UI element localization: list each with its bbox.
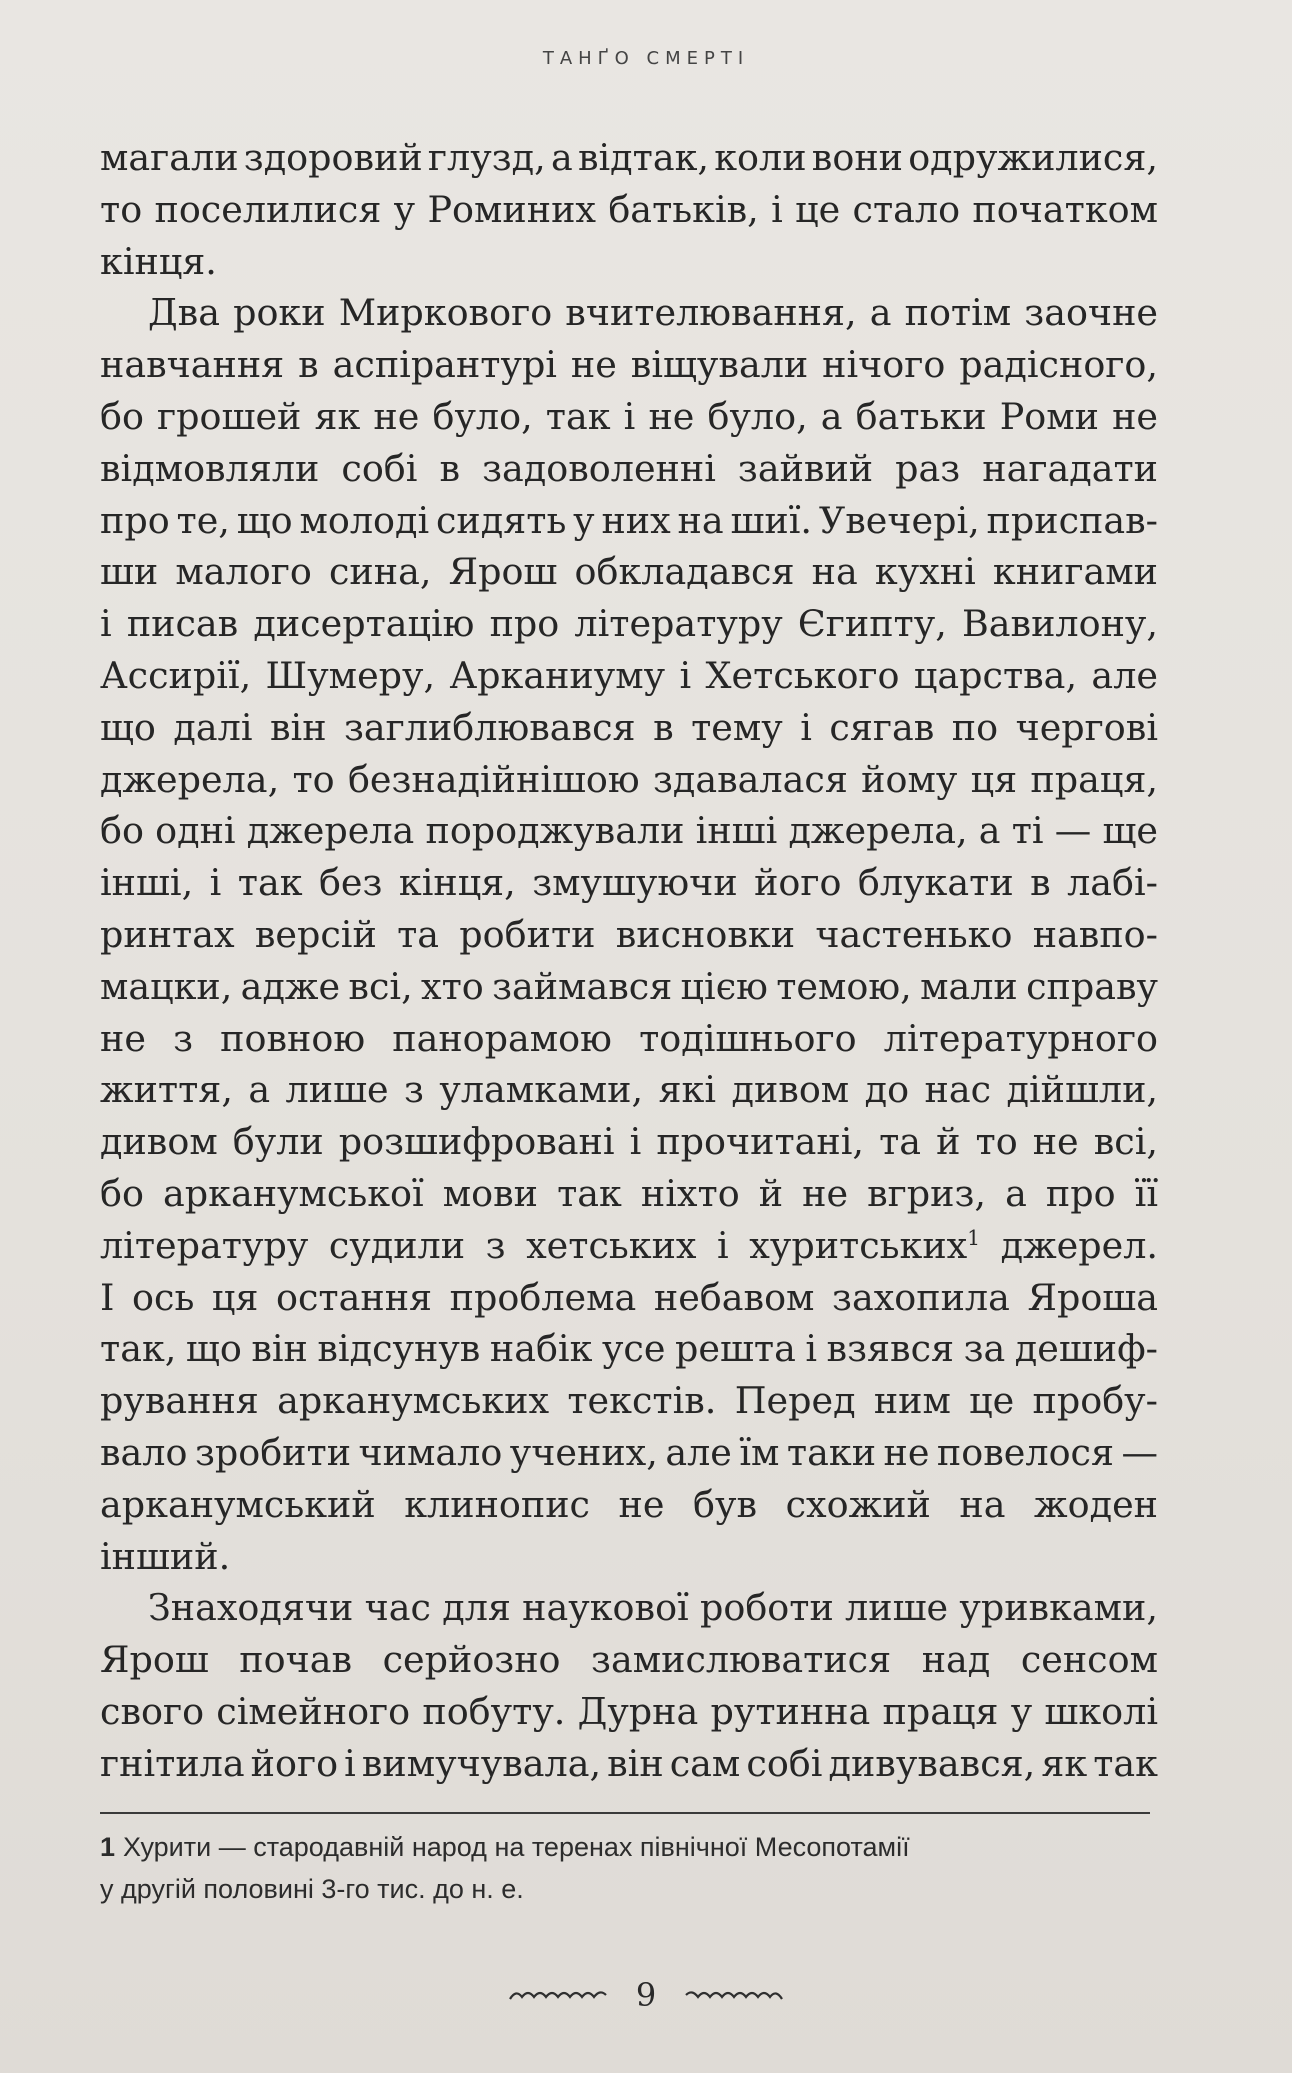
text-fragment: джерел. — [980, 1223, 1159, 1267]
footnote-ref: 1 — [967, 1225, 981, 1250]
footnote-mark: 1 — [100, 1832, 116, 1862]
wave-ornament-right-icon — [684, 1987, 784, 2003]
text-line: кінця. — [100, 239, 217, 283]
paragraph — [100, 132, 1158, 287]
footnote-text: Хурити — стародавній народ на теренах північної Месопотамії — [123, 1832, 910, 1862]
text-line: так, що він відсунув набік усе решта і взявся за дешиф- — [100, 1327, 1158, 1371]
text-line: Знаходячи час для наукової роботи лише уривками, — [148, 1586, 1158, 1630]
footnote-line: у другій половині 3-го тис. до н. е. — [100, 1874, 524, 1904]
page-number: 9 — [635, 1976, 657, 2014]
text-line: вало зробити чимало учених, але їм таки не повелося — — [100, 1430, 1159, 1474]
text-line: бо арканумської мови так ніхто й не вгриз, а про її — [100, 1171, 1158, 1215]
text-line: навчання в аспірантурі не віщували нічого радісного, — [100, 343, 1158, 387]
text-line: ринтах версій та робити висновки частенько навпо- — [100, 912, 1158, 956]
text-line: рування арканумських текстів. Перед ним це пробу- — [100, 1379, 1158, 1423]
text-line: Ассирії, Шумеру, Арканиуму і Хетського царства, але — [100, 653, 1158, 697]
wave-ornament-left-icon — [508, 1987, 608, 2003]
text-line: і писав дисертацію про літературу Єгипту, Вавилону, — [100, 602, 1158, 646]
text-line: І ось ця остання проблема небавом захопила Яроша — [100, 1275, 1158, 1319]
footnote — [100, 1826, 1150, 1910]
text-line: не з повною панорамою тодішнього літературного — [100, 1016, 1158, 1060]
text-line: мацки, адже всі, хто займався цією темою, мали справу — [100, 964, 1158, 1008]
body-text — [100, 132, 1158, 1790]
text-line: що далі він заглиблювався в тему і сягав по чергові — [100, 705, 1158, 749]
text-fragment: літературу судили з хетських і хуритських — [100, 1223, 968, 1267]
text-line-with-footnote — [100, 1220, 1158, 1272]
text-line: джерела, то безнадійнішою здавалася йому ця праця, — [100, 757, 1158, 801]
text-line: життя, а лише з уламками, які дивом до нас дійшли, — [100, 1068, 1158, 1112]
text-line: інший. — [100, 1534, 231, 1578]
paragraph — [100, 287, 1158, 1582]
text-line: Ярош почав серйозно замислюватися над сенсом — [100, 1638, 1158, 1682]
text-line: то поселилися у Роминих батьків, і це стало початком — [100, 187, 1158, 231]
footnote-line — [100, 1826, 1150, 1868]
text-line: Два роки Миркового вчителювання, а потім заочне — [148, 291, 1158, 335]
text-line: бо грошей як не було, так і не було, а батьки Роми не — [100, 394, 1158, 438]
paragraph — [100, 1582, 1158, 1789]
running-head: ТАНҐО СМЕРТІ — [542, 48, 750, 69]
footnote-divider — [100, 1812, 1150, 1814]
text-line: свого сімейного побуту. Дурна рутинна праця у школі — [100, 1689, 1158, 1733]
text-line: відмовляли собі в задоволенні зайвий раз нагадати — [100, 446, 1158, 490]
text-line: інші, і так без кінця, змушуючи його блукати в лабі- — [100, 861, 1158, 905]
text-line: ши малого сина, Ярош обкладався на кухні книгами — [100, 550, 1158, 594]
folio — [0, 1976, 1292, 2014]
text-line: магали здоровий глузд, а відтак, коли вони одружилися, — [100, 136, 1158, 179]
text-line: гнітила його і вимучувала, він сам собі дивувався, як так — [100, 1741, 1158, 1785]
text-line: про те, що молоді сидять у них на шиї. Увечері, приспав- — [100, 498, 1158, 542]
text-line: дивом були розшифровані і прочитані, та й то не всі, — [100, 1120, 1158, 1164]
text-line: арканумський клинопис не був схожий на жоден — [100, 1482, 1158, 1526]
text-line: бо одні джерела породжували інші джерела, а ті — ще — [100, 809, 1158, 853]
